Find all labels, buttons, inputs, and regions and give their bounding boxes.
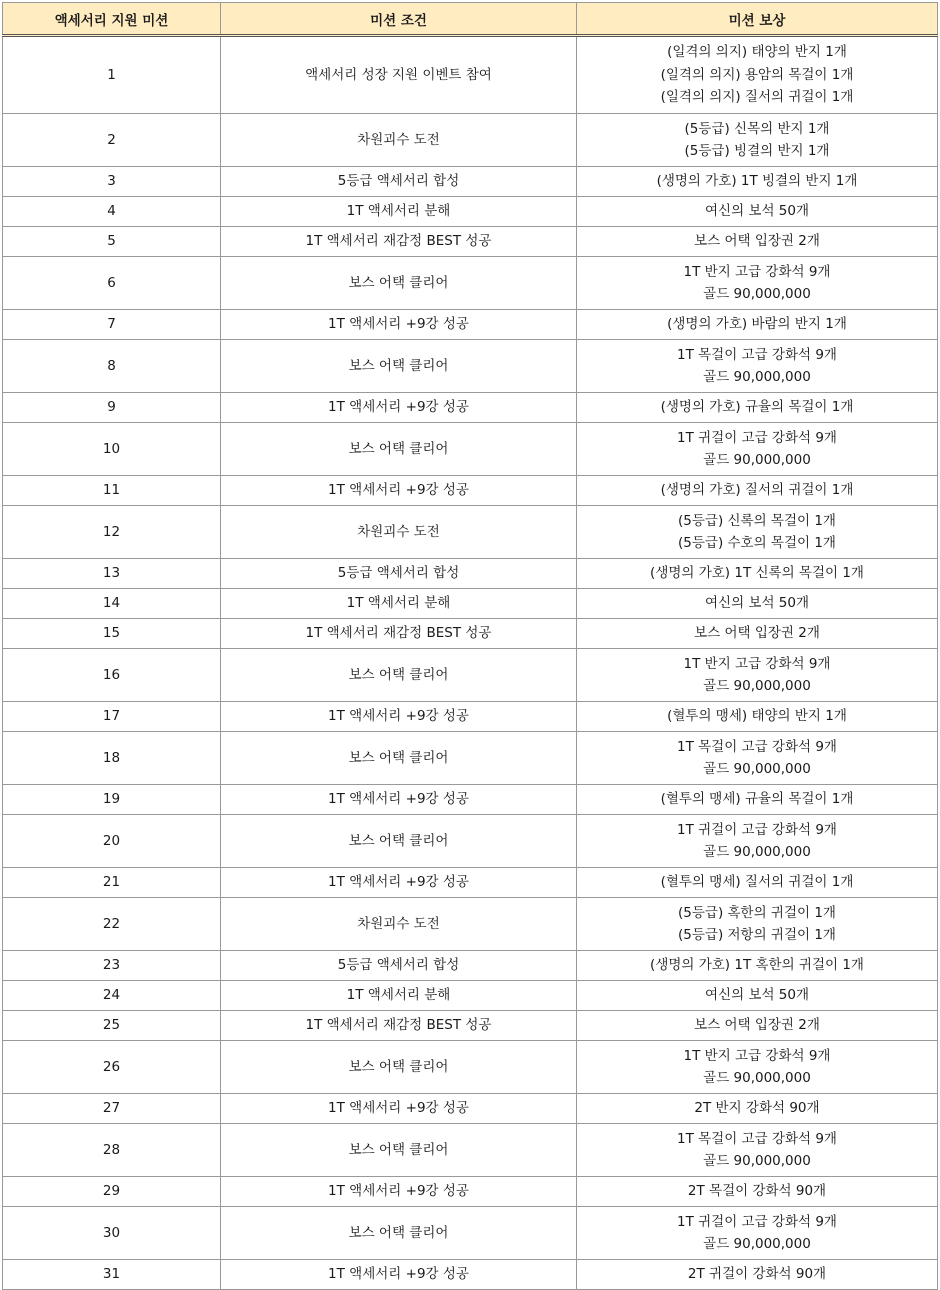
reward-item: (혈투의 맹세) 질서의 귀걸이 1개 bbox=[660, 874, 854, 891]
mission-condition: 차원괴수 도전 bbox=[221, 506, 577, 559]
reward-item: (혈투의 맹세) 규율의 목걸이 1개 bbox=[660, 791, 854, 808]
mission-number: 25 bbox=[3, 1011, 221, 1041]
table-row bbox=[3, 732, 938, 785]
mission-condition: 보스 어택 클리어 bbox=[221, 649, 577, 702]
mission-number: 16 bbox=[3, 649, 221, 702]
mission-reward bbox=[577, 815, 938, 868]
mission-reward bbox=[577, 732, 938, 785]
mission-condition: 보스 어택 클리어 bbox=[221, 423, 577, 476]
mission-reward bbox=[577, 167, 938, 197]
reward-item: 골드 90,000,000 bbox=[703, 286, 811, 302]
mission-number: 12 bbox=[3, 506, 221, 559]
accessory-mission-table bbox=[2, 2, 938, 1290]
reward-item: (5등급) 혹한의 귀걸이 1개 bbox=[678, 904, 836, 921]
mission-reward bbox=[577, 114, 938, 167]
mission-condition: 1T 액세서리 +9강 성공 bbox=[221, 702, 577, 732]
table-row bbox=[3, 1041, 938, 1094]
table-row bbox=[3, 1094, 938, 1124]
header-mission-number: 액세서리 지원 미션 bbox=[3, 3, 221, 36]
reward-item: 보스 어택 입장권 2개 bbox=[694, 1017, 820, 1034]
reward-item: (혈투의 맹세) 태양의 반지 1개 bbox=[667, 708, 847, 725]
reward-item: (생명의 가호) 1T 신록의 목걸이 1개 bbox=[650, 565, 864, 582]
reward-item: 골드 90,000,000 bbox=[703, 369, 811, 385]
mission-condition: 1T 액세서리 +9강 성공 bbox=[221, 310, 577, 340]
mission-condition: 보스 어택 클리어 bbox=[221, 1124, 577, 1177]
table-row bbox=[3, 1011, 938, 1041]
mission-reward bbox=[577, 1207, 938, 1260]
reward-item: (생명의 가호) 바람의 반지 1개 bbox=[667, 316, 847, 333]
reward-item: 여신의 보석 50개 bbox=[704, 987, 809, 1004]
table-row bbox=[3, 476, 938, 506]
table-row bbox=[3, 619, 938, 649]
mission-reward bbox=[577, 1124, 938, 1177]
mission-condition: 1T 액세서리 재감정 BEST 성공 bbox=[221, 619, 577, 649]
mission-number: 26 bbox=[3, 1041, 221, 1094]
mission-number: 9 bbox=[3, 393, 221, 423]
mission-condition: 보스 어택 클리어 bbox=[221, 1207, 577, 1260]
table-row bbox=[3, 898, 938, 951]
table-row bbox=[3, 310, 938, 340]
reward-item: 1T 귀걸이 고급 강화석 9개 bbox=[677, 821, 837, 838]
mission-number: 10 bbox=[3, 423, 221, 476]
mission-reward bbox=[577, 981, 938, 1011]
reward-item: 1T 반지 고급 강화석 9개 bbox=[683, 263, 831, 280]
mission-number: 17 bbox=[3, 702, 221, 732]
table-row bbox=[3, 36, 938, 114]
mission-number: 13 bbox=[3, 559, 221, 589]
mission-reward bbox=[577, 506, 938, 559]
reward-item: (생명의 가호) 1T 혹한의 귀걸이 1개 bbox=[650, 957, 864, 974]
mission-number: 30 bbox=[3, 1207, 221, 1260]
mission-condition: 5등급 액세서리 합성 bbox=[221, 167, 577, 197]
mission-number: 22 bbox=[3, 898, 221, 951]
reward-item: 골드 90,000,000 bbox=[703, 678, 811, 694]
mission-number: 28 bbox=[3, 1124, 221, 1177]
table-row bbox=[3, 981, 938, 1011]
mission-number: 6 bbox=[3, 257, 221, 310]
table-row bbox=[3, 815, 938, 868]
reward-item: (생명의 가호) 질서의 귀걸이 1개 bbox=[660, 482, 854, 499]
reward-item: 보스 어택 입장권 2개 bbox=[694, 625, 820, 642]
table-row bbox=[3, 951, 938, 981]
mission-condition: 1T 액세서리 +9강 성공 bbox=[221, 868, 577, 898]
mission-condition: 보스 어택 클리어 bbox=[221, 340, 577, 393]
mission-reward bbox=[577, 785, 938, 815]
table-row bbox=[3, 506, 938, 559]
table-row bbox=[3, 559, 938, 589]
reward-item: (일격의 의지) 태양의 반지 1개 bbox=[667, 44, 847, 61]
mission-reward bbox=[577, 649, 938, 702]
reward-item: 여신의 보석 50개 bbox=[704, 595, 809, 612]
mission-number: 27 bbox=[3, 1094, 221, 1124]
mission-condition: 1T 액세서리 +9강 성공 bbox=[221, 1260, 577, 1290]
mission-reward bbox=[577, 476, 938, 506]
mission-condition: 5등급 액세서리 합성 bbox=[221, 951, 577, 981]
mission-reward bbox=[577, 868, 938, 898]
mission-table-container bbox=[2, 2, 937, 1290]
mission-reward bbox=[577, 1041, 938, 1094]
mission-number: 23 bbox=[3, 951, 221, 981]
mission-reward bbox=[577, 227, 938, 257]
mission-condition: 1T 액세서리 분해 bbox=[221, 197, 577, 227]
table-row bbox=[3, 197, 938, 227]
header-mission-reward: 미션 보상 bbox=[577, 3, 938, 36]
mission-number: 29 bbox=[3, 1177, 221, 1207]
header-mission-condition: 미션 조건 bbox=[221, 3, 577, 36]
mission-condition: 1T 액세서리 +9강 성공 bbox=[221, 1094, 577, 1124]
reward-item: 1T 귀걸이 고급 강화석 9개 bbox=[677, 1213, 837, 1230]
mission-number: 1 bbox=[3, 36, 221, 114]
mission-number: 18 bbox=[3, 732, 221, 785]
table-row bbox=[3, 393, 938, 423]
reward-item: 2T 목걸이 강화석 90개 bbox=[687, 1183, 827, 1200]
table-row bbox=[3, 649, 938, 702]
table-row bbox=[3, 868, 938, 898]
reward-item: 골드 90,000,000 bbox=[703, 1236, 811, 1252]
mission-reward bbox=[577, 589, 938, 619]
mission-reward bbox=[577, 36, 938, 114]
reward-item: (5등급) 신록의 목걸이 1개 bbox=[678, 512, 836, 529]
table-row bbox=[3, 785, 938, 815]
reward-item: (5등급) 수호의 목걸이 1개 bbox=[678, 535, 836, 551]
reward-item: 1T 반지 고급 강화석 9개 bbox=[683, 655, 831, 672]
reward-item: (일격의 의지) 질서의 귀걸이 1개 bbox=[660, 89, 854, 106]
table-header-row bbox=[3, 3, 938, 36]
mission-number: 4 bbox=[3, 197, 221, 227]
mission-condition: 액세서리 성장 지원 이벤트 참여 bbox=[221, 36, 577, 114]
mission-condition: 1T 액세서리 재감정 BEST 성공 bbox=[221, 1011, 577, 1041]
table-row bbox=[3, 423, 938, 476]
mission-number: 11 bbox=[3, 476, 221, 506]
mission-number: 24 bbox=[3, 981, 221, 1011]
table-row bbox=[3, 1124, 938, 1177]
reward-item: 여신의 보석 50개 bbox=[704, 203, 809, 220]
reward-item: 보스 어택 입장권 2개 bbox=[694, 233, 820, 250]
reward-item: 1T 목걸이 고급 강화석 9개 bbox=[677, 1130, 837, 1147]
mission-condition: 1T 액세서리 재감정 BEST 성공 bbox=[221, 227, 577, 257]
mission-reward bbox=[577, 619, 938, 649]
reward-item: (생명의 가호) 규율의 목걸이 1개 bbox=[660, 399, 854, 416]
mission-condition: 1T 액세서리 분해 bbox=[221, 589, 577, 619]
reward-item: 골드 90,000,000 bbox=[703, 1070, 811, 1086]
table-row bbox=[3, 340, 938, 393]
mission-number: 3 bbox=[3, 167, 221, 197]
table-row bbox=[3, 589, 938, 619]
mission-condition: 보스 어택 클리어 bbox=[221, 815, 577, 868]
mission-condition: 보스 어택 클리어 bbox=[221, 732, 577, 785]
mission-reward bbox=[577, 197, 938, 227]
mission-reward bbox=[577, 702, 938, 732]
table-body bbox=[3, 36, 938, 1290]
reward-item: 1T 목걸이 고급 강화석 9개 bbox=[677, 738, 837, 755]
reward-item: 골드 90,000,000 bbox=[703, 761, 811, 777]
mission-reward bbox=[577, 340, 938, 393]
mission-condition: 1T 액세서리 +9강 성공 bbox=[221, 476, 577, 506]
mission-number: 15 bbox=[3, 619, 221, 649]
table-row bbox=[3, 114, 938, 167]
mission-condition: 1T 액세서리 +9강 성공 bbox=[221, 785, 577, 815]
table-row bbox=[3, 1207, 938, 1260]
mission-number: 14 bbox=[3, 589, 221, 619]
mission-number: 19 bbox=[3, 785, 221, 815]
reward-item: (5등급) 신목의 반지 1개 bbox=[684, 120, 830, 137]
mission-condition: 차원괴수 도전 bbox=[221, 114, 577, 167]
table-row bbox=[3, 702, 938, 732]
reward-item: 1T 반지 고급 강화석 9개 bbox=[683, 1047, 831, 1064]
mission-number: 20 bbox=[3, 815, 221, 868]
reward-item: (생명의 가호) 1T 빙결의 반지 1개 bbox=[656, 173, 858, 190]
reward-item: 골드 90,000,000 bbox=[703, 844, 811, 860]
mission-reward bbox=[577, 1011, 938, 1041]
mission-reward bbox=[577, 310, 938, 340]
mission-number: 31 bbox=[3, 1260, 221, 1290]
table-row bbox=[3, 167, 938, 197]
mission-condition: 5등급 액세서리 합성 bbox=[221, 559, 577, 589]
mission-number: 5 bbox=[3, 227, 221, 257]
table-row bbox=[3, 1177, 938, 1207]
mission-condition: 차원괴수 도전 bbox=[221, 898, 577, 951]
mission-condition: 1T 액세서리 +9강 성공 bbox=[221, 1177, 577, 1207]
table-row bbox=[3, 1260, 938, 1290]
mission-condition: 보스 어택 클리어 bbox=[221, 257, 577, 310]
mission-reward bbox=[577, 1094, 938, 1124]
mission-number: 8 bbox=[3, 340, 221, 393]
reward-item: 2T 귀걸이 강화석 90개 bbox=[687, 1266, 827, 1283]
mission-reward bbox=[577, 393, 938, 423]
reward-item: (5등급) 빙결의 반지 1개 bbox=[684, 143, 830, 159]
mission-condition: 보스 어택 클리어 bbox=[221, 1041, 577, 1094]
reward-item: (5등급) 저항의 귀걸이 1개 bbox=[678, 927, 836, 943]
reward-item: 2T 반지 강화석 90개 bbox=[694, 1100, 820, 1117]
mission-reward bbox=[577, 1177, 938, 1207]
mission-number: 7 bbox=[3, 310, 221, 340]
mission-condition: 1T 액세서리 분해 bbox=[221, 981, 577, 1011]
reward-item: 1T 귀걸이 고급 강화석 9개 bbox=[677, 429, 837, 446]
mission-number: 21 bbox=[3, 868, 221, 898]
mission-number: 2 bbox=[3, 114, 221, 167]
mission-reward bbox=[577, 898, 938, 951]
mission-condition: 1T 액세서리 +9강 성공 bbox=[221, 393, 577, 423]
mission-reward bbox=[577, 559, 938, 589]
table-row bbox=[3, 227, 938, 257]
table-row bbox=[3, 257, 938, 310]
reward-item: 1T 목걸이 고급 강화석 9개 bbox=[677, 346, 837, 363]
mission-reward bbox=[577, 1260, 938, 1290]
mission-reward bbox=[577, 423, 938, 476]
reward-item: 골드 90,000,000 bbox=[703, 1153, 811, 1169]
mission-reward bbox=[577, 951, 938, 981]
mission-reward bbox=[577, 257, 938, 310]
reward-item: (일격의 의지) 용암의 목걸이 1개 bbox=[660, 66, 854, 83]
reward-item: 골드 90,000,000 bbox=[703, 452, 811, 468]
